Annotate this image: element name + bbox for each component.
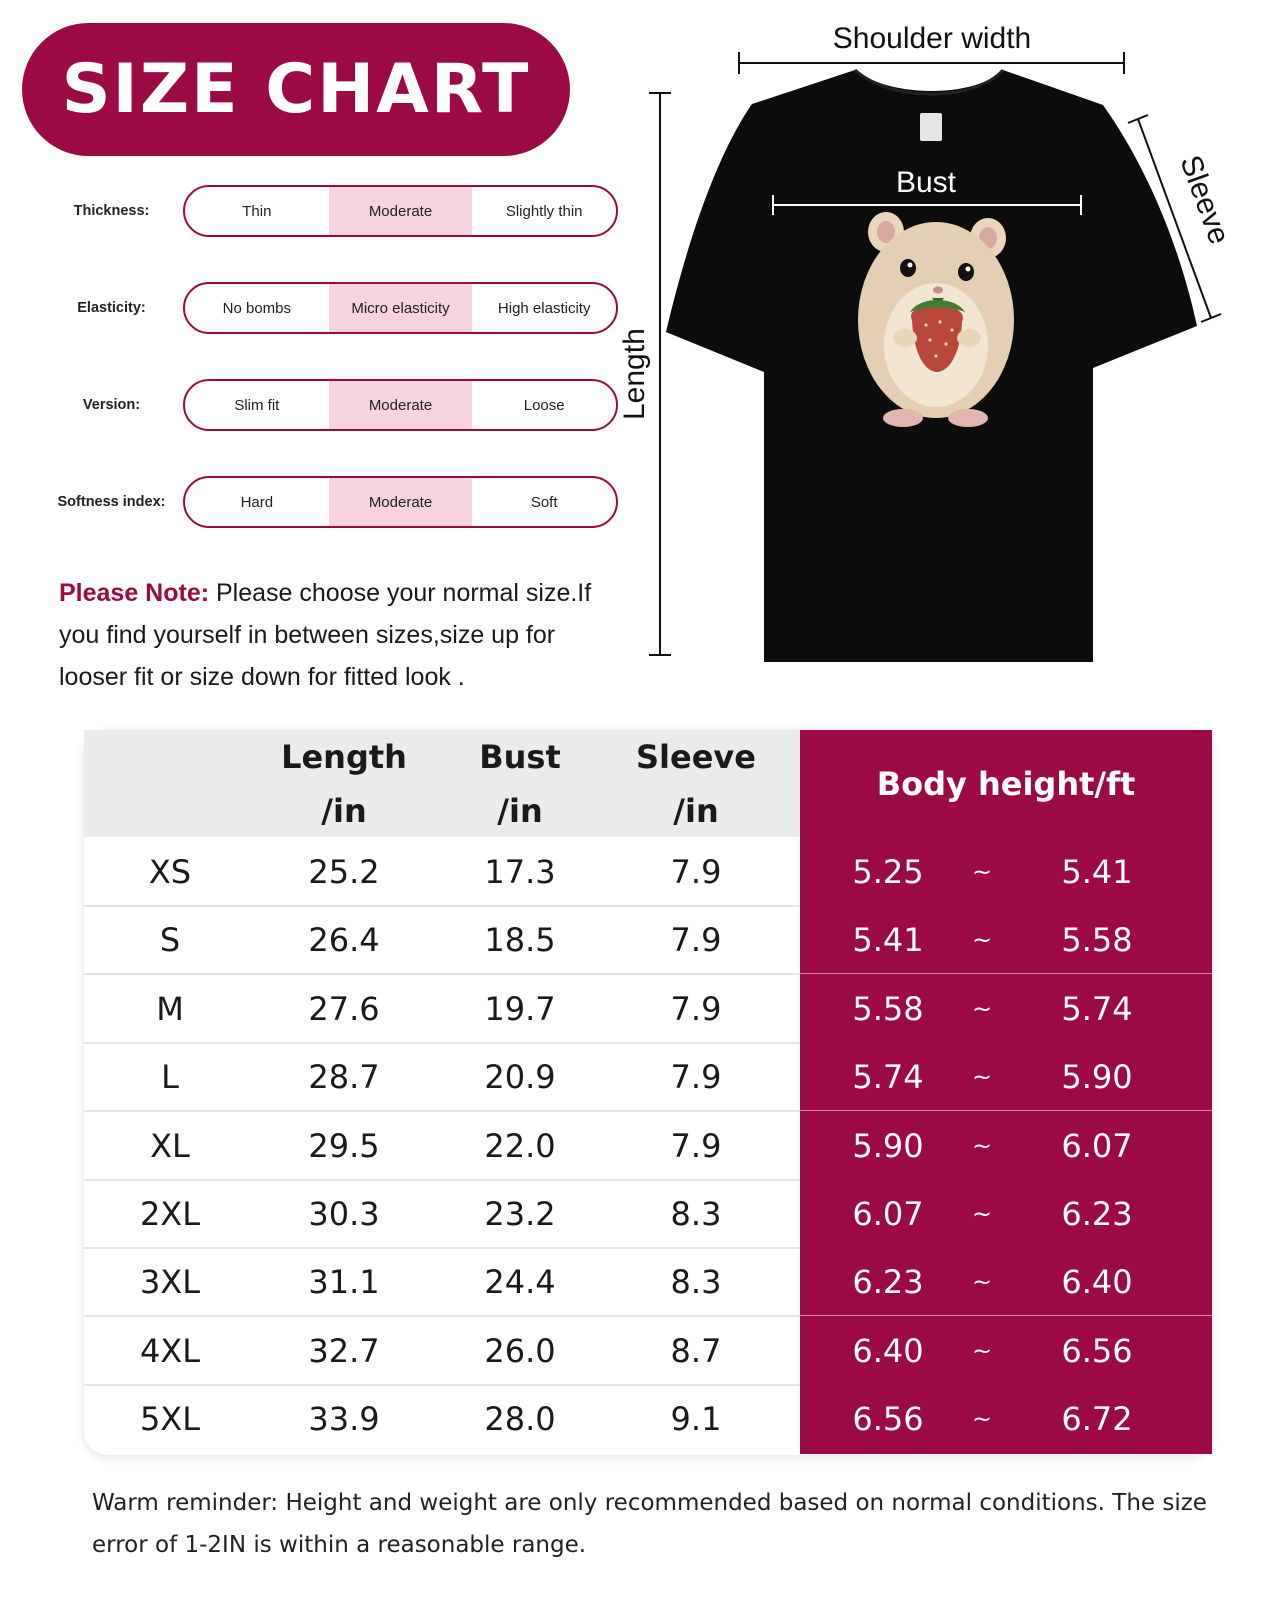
attr-option-selected: Moderate — [329, 187, 473, 235]
cell-sleeve: 9.1 — [670, 1400, 722, 1439]
cell-bust: 23.2 — [484, 1195, 556, 1233]
cell-size: M — [156, 989, 184, 1028]
cell-length: 32.7 — [308, 1331, 380, 1370]
bust-label: Bust — [895, 166, 957, 199]
attr-option-selected: Moderate — [329, 478, 473, 526]
header-length-title: Length — [281, 738, 407, 776]
attr-row-softness — [40, 476, 620, 528]
cell-length: 25.2 — [308, 853, 380, 891]
cell-sleeve: 7.9 — [670, 1126, 722, 1165]
table-row — [84, 1179, 1212, 1249]
cell-size: XL — [150, 1126, 190, 1165]
cell-length: 31.1 — [308, 1263, 380, 1302]
cell-length: 27.6 — [308, 989, 380, 1028]
cell-height-separator: ~ — [971, 1336, 993, 1365]
header-bust-title: Bust — [479, 738, 561, 776]
header-sleeve-title: Sleeve — [636, 738, 756, 776]
sleeve-label: Sleeve — [1173, 151, 1236, 249]
attr-option: Thin — [242, 202, 272, 220]
cell-height-max: 5.90 — [1061, 1058, 1133, 1097]
cell-height-max: 5.58 — [1061, 921, 1133, 960]
header-body-height: Body height/ft — [800, 730, 1212, 837]
size-table — [84, 730, 1212, 1455]
table-row — [84, 905, 1212, 975]
attr-option: Hard — [240, 493, 274, 511]
header-length — [256, 730, 432, 837]
cell-bust: 18.5 — [484, 921, 556, 960]
attr-row-elasticity — [40, 282, 620, 334]
cell-length: 28.7 — [308, 1058, 380, 1097]
table-row — [84, 1111, 1212, 1181]
cell-height-max: 5.41 — [1061, 853, 1133, 891]
cell-length: 29.5 — [308, 1126, 380, 1165]
cell-height-max: 6.40 — [1061, 1263, 1133, 1302]
cell-length: 30.3 — [308, 1195, 380, 1233]
cell-length: 26.4 — [308, 921, 380, 960]
table-row — [84, 974, 1212, 1044]
cell-bust: 28.0 — [484, 1400, 556, 1439]
note-text: Please choose your normal size.If you find yourself in between sizes,size up for looser fit or size down for fitted look . — [59, 579, 592, 691]
cell-bust: 17.3 — [484, 853, 556, 891]
cell-height-min: 6.23 — [852, 1263, 924, 1302]
cell-height-separator: ~ — [971, 1063, 993, 1092]
attr-option: Loose — [523, 396, 565, 414]
attr-option: Slightly thin — [505, 202, 583, 220]
cell-height-separator: ~ — [971, 1268, 993, 1297]
cell-size: 3XL — [139, 1263, 201, 1302]
attr-scale — [183, 379, 618, 431]
cell-bust: 24.4 — [484, 1263, 556, 1302]
cell-sleeve: 7.9 — [670, 853, 722, 891]
table-row — [84, 1316, 1212, 1386]
cell-height-max: 6.72 — [1061, 1400, 1133, 1439]
cell-sleeve: 8.3 — [670, 1263, 722, 1302]
cell-height-separator: ~ — [971, 926, 993, 955]
cell-size: 2XL — [139, 1195, 201, 1233]
cell-height-min: 6.40 — [852, 1331, 924, 1370]
cell-height-max: 6.23 — [1061, 1195, 1133, 1233]
cell-height-min: 5.41 — [852, 921, 924, 960]
cell-height-separator: ~ — [971, 1405, 993, 1434]
attr-option: Soft — [530, 493, 558, 511]
length-label: Length — [618, 328, 651, 420]
size-chart-title: SIZE CHART — [22, 23, 570, 156]
header-bust — [432, 730, 608, 837]
cell-sleeve: 8.3 — [670, 1195, 722, 1233]
cell-height-min: 6.56 — [852, 1400, 924, 1439]
note-label: Please Note: — [59, 579, 210, 607]
cell-height-min: 5.90 — [852, 1126, 924, 1165]
attr-scale — [183, 476, 618, 528]
cell-sleeve: 7.9 — [670, 921, 722, 960]
cell-sleeve: 7.9 — [670, 1058, 722, 1097]
cell-height-separator: ~ — [971, 1131, 993, 1160]
table-row — [84, 1042, 1212, 1112]
cell-height-max: 6.07 — [1061, 1126, 1133, 1165]
table-row — [84, 837, 1212, 907]
cell-size: XS — [148, 853, 192, 891]
cell-height-min: 5.58 — [852, 989, 924, 1028]
cell-size: L — [161, 1058, 179, 1097]
cell-height-separator: ~ — [971, 858, 993, 886]
attr-scale — [183, 282, 618, 334]
cell-height-min: 5.74 — [852, 1058, 924, 1097]
cell-height-max: 5.74 — [1061, 989, 1133, 1028]
warm-reminder: Warm reminder: Height and weight are only recommended based on normal conditions. The size error of 1-2IN is within a reasonable range. — [92, 1490, 1207, 1558]
attr-scale — [183, 185, 618, 237]
header-bust-unit: /in — [497, 792, 543, 830]
tshirt-diagram — [618, 0, 1280, 700]
tshirt-tag — [920, 113, 942, 141]
attr-row-version — [40, 379, 620, 431]
attr-option: High elasticity — [497, 299, 591, 317]
cell-length: 33.9 — [308, 1400, 380, 1439]
table-row — [84, 1247, 1212, 1317]
attr-label: Softness index: — [57, 494, 166, 510]
cell-size: S — [159, 921, 181, 960]
cell-bust: 20.9 — [484, 1058, 556, 1097]
attr-row-thickness — [40, 185, 620, 237]
header-length-unit: /in — [321, 792, 367, 830]
cell-size: 4XL — [139, 1331, 201, 1370]
cell-bust: 22.0 — [484, 1126, 556, 1165]
cell-height-min: 6.07 — [852, 1195, 924, 1233]
attr-option-selected: Micro elasticity — [329, 284, 473, 332]
cell-bust: 26.0 — [484, 1331, 556, 1370]
cell-size: 5XL — [139, 1400, 201, 1439]
attr-option: No bombs — [222, 299, 292, 317]
cell-height-max: 6.56 — [1061, 1331, 1133, 1370]
attr-option-selected: Moderate — [329, 381, 473, 429]
header-sleeve — [608, 730, 784, 837]
attr-option: Slim fit — [234, 396, 280, 414]
size-note — [59, 572, 629, 698]
header-sleeve-unit: /in — [673, 792, 719, 830]
cell-height-min: 5.25 — [852, 853, 924, 891]
attr-label: Thickness: — [73, 203, 150, 219]
shoulder-width-label: Shoulder width — [832, 22, 1032, 55]
cell-bust: 19.7 — [484, 989, 556, 1028]
cell-height-separator: ~ — [971, 1200, 993, 1228]
cell-sleeve: 8.7 — [670, 1331, 722, 1370]
attr-label: Elasticity: — [77, 300, 146, 316]
table-header — [84, 730, 800, 837]
cell-height-separator: ~ — [971, 994, 993, 1023]
table-row — [84, 1384, 1212, 1454]
cell-sleeve: 7.9 — [670, 989, 722, 1028]
attr-label: Version: — [82, 397, 141, 413]
